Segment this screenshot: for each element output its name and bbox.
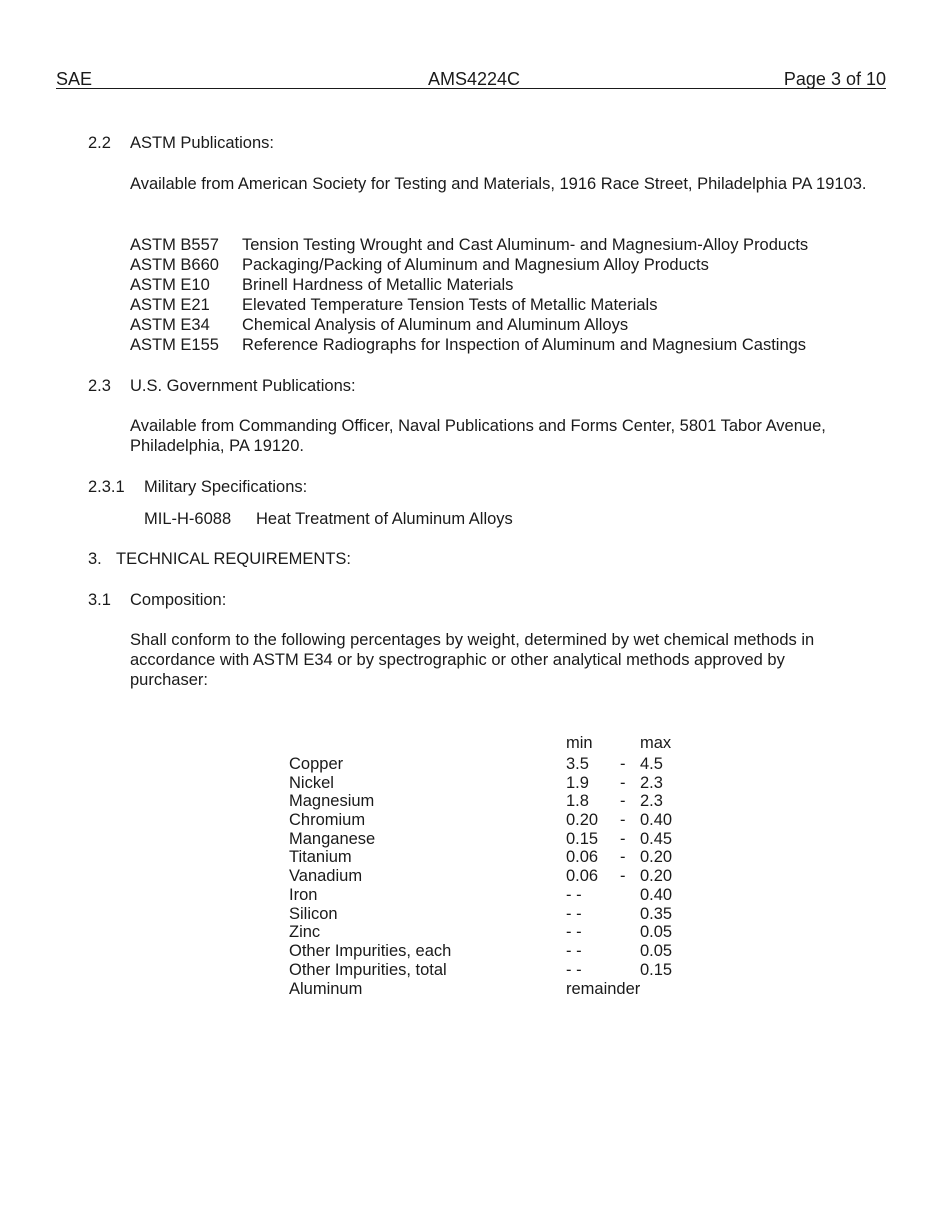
section-title: Composition:	[130, 591, 227, 609]
table-row-element: Iron	[289, 886, 318, 904]
composition-paragraph: Shall conform to the following percentages by weight, determined by wet chemical methods in accordance with ASTM E34 or by spectrographic or other analytical methods approved by purchaser:	[130, 631, 815, 689]
table-row-min: - -	[566, 886, 582, 904]
table-row-max: 0.20	[640, 867, 673, 885]
table-row-dash: -	[620, 848, 626, 866]
table-row-max: 0.45	[640, 830, 673, 848]
min-column-header: min	[566, 734, 593, 752]
reference-title: Heat Treatment of Aluminum Alloys	[256, 510, 513, 528]
table-row-max: 0.40	[640, 811, 673, 829]
availability-paragraph: Available from Commanding Officer, Naval Publications and Forms Center, 5801 Tabor Avenue, Philadelphia, PA 19120.	[130, 417, 826, 455]
table-row-element: Nickel	[289, 774, 334, 792]
table-row-min: 1.8	[566, 792, 589, 810]
availability-paragraph: Available from American Society for Testing and Materials, 1916 Race Street, Philadelphia PA 19103.	[130, 175, 867, 193]
table-row-min: - -	[566, 905, 582, 923]
table-row-min: 0.06	[566, 848, 599, 866]
table-row-min: 0.06	[566, 867, 599, 885]
section-number: 2.3.1	[88, 478, 125, 496]
table-row-min: 3.5	[566, 755, 589, 773]
section-title: U.S. Government Publications:	[130, 377, 356, 395]
table-row-element: Zinc	[289, 923, 321, 941]
reference-code: ASTM E155	[130, 336, 219, 354]
section-title: ASTM Publications:	[130, 134, 274, 152]
table-row-element: Manganese	[289, 830, 376, 848]
section-number: 2.3	[88, 377, 111, 395]
table-row-dash: -	[620, 774, 626, 792]
table-row-max: 0.15	[640, 961, 673, 979]
section-title: TECHNICAL REQUIREMENTS:	[116, 550, 351, 568]
table-row-max: 0.20	[640, 848, 673, 866]
table-row-min: remainder	[566, 980, 641, 998]
table-row-element: Copper	[289, 755, 344, 773]
header-page-number: Page 3 of 10	[783, 69, 886, 89]
section-number: 3.1	[88, 591, 111, 609]
table-row-element: Silicon	[289, 905, 338, 923]
reference-title: Brinell Hardness of Metallic Materials	[242, 276, 514, 294]
table-row-element: Other Impurities, total	[289, 961, 447, 979]
table-row-element: Vanadium	[289, 867, 363, 885]
reference-title: Elevated Temperature Tension Tests of Metallic Materials	[242, 296, 658, 314]
table-row-min: 0.20	[566, 811, 599, 829]
table-row-dash: -	[620, 867, 626, 885]
reference-code: ASTM E34	[130, 316, 210, 334]
table-row-element: Titanium	[289, 848, 352, 866]
table-row-dash: -	[620, 792, 626, 810]
table-row-max: 2.3	[640, 774, 663, 792]
reference-code: ASTM E21	[130, 296, 210, 314]
reference-title: Tension Testing Wrought and Cast Aluminum- and Magnesium-Alloy Products	[242, 236, 809, 254]
table-row-dash: -	[620, 811, 626, 829]
max-column-header: max	[640, 734, 672, 752]
table-row-element: Chromium	[289, 811, 366, 829]
table-row-element: Aluminum	[289, 980, 363, 998]
table-row-max: 0.05	[640, 923, 673, 941]
table-row-min: 1.9	[566, 774, 589, 792]
reference-title: Chemical Analysis of Aluminum and Aluminum Alloys	[242, 316, 629, 334]
table-row-max: 0.35	[640, 905, 673, 923]
table-row-min: 0.15	[566, 830, 599, 848]
table-row-max: 2.3	[640, 792, 663, 810]
reference-code: ASTM E10	[130, 276, 210, 294]
reference-code: ASTM B660	[130, 256, 219, 274]
reference-title: Packaging/Packing of Aluminum and Magnesium Alloy Products	[242, 256, 709, 274]
section-number: 2.2	[88, 134, 111, 152]
reference-code: ASTM B557	[130, 236, 219, 254]
reference-title: Reference Radiographs for Inspection of Aluminum and Magnesium Castings	[242, 336, 807, 354]
table-row-dash: -	[620, 830, 626, 848]
header-doc-number: AMS4224C	[428, 69, 521, 89]
table-row-min: - -	[566, 942, 582, 960]
table-row-dash: -	[620, 755, 626, 773]
reference-code: MIL-H-6088	[144, 510, 232, 528]
table-row-max: 0.40	[640, 886, 673, 904]
table-row-element: Other Impurities, each	[289, 942, 452, 960]
table-row-max: 0.05	[640, 942, 673, 960]
section-number: 3.	[88, 550, 102, 568]
table-row-min: - -	[566, 961, 582, 979]
header-org: SAE	[56, 69, 93, 89]
table-row-min: - -	[566, 923, 582, 941]
section-title: Military Specifications:	[144, 478, 308, 496]
header-rule	[56, 88, 886, 89]
table-row-element: Magnesium	[289, 792, 375, 810]
table-row-max: 4.5	[640, 755, 663, 773]
